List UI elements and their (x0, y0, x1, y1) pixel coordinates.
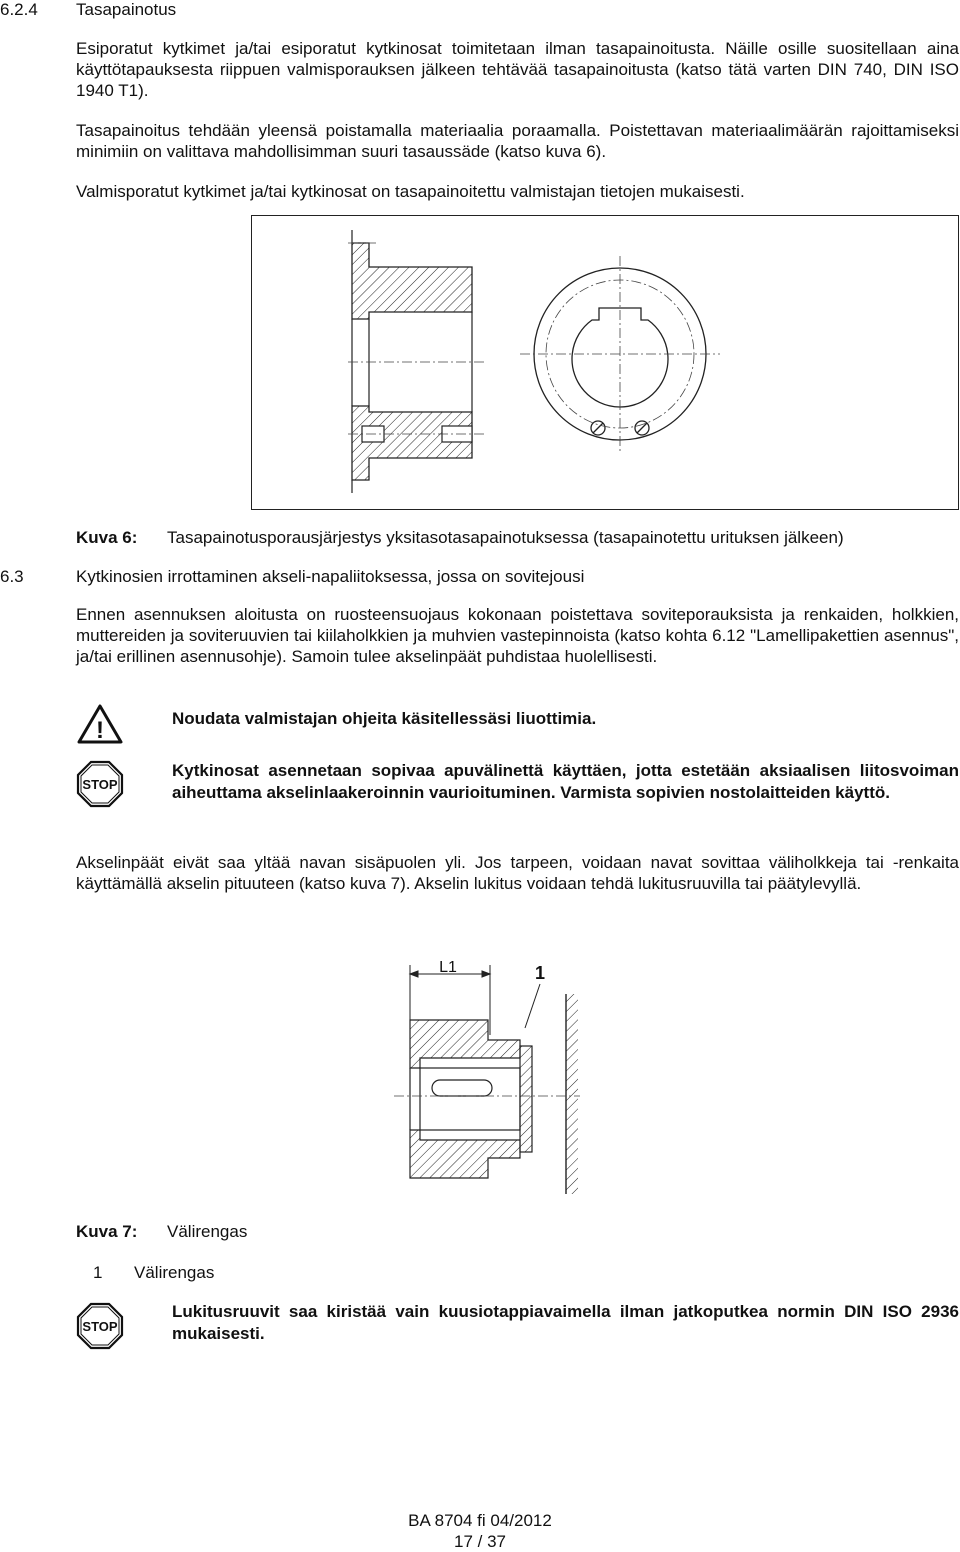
stop-icon (76, 760, 124, 808)
figure-6-label: Kuva 6: (76, 528, 138, 547)
paragraph-balancing-drilling: Tasapainoitus tehdään yleensä poistamalla materiaalia poraamalla. Poistettavan materiaalimäärän rajoittamiseksi minimiin on valittava mahdollisimman suuri tasaussäde (katso kuva 6). (76, 121, 959, 161)
hub-section (352, 243, 472, 480)
figure-6-caption: Tasapainotusporausjärjestys yksitasotasapainotuksessa (tasapainotettu urituksen jälkeen) (167, 528, 844, 547)
warning-mark: ! (96, 717, 104, 744)
section-title-tasapainotus: Tasapainotus (76, 0, 177, 19)
figure-6-drawing (252, 216, 958, 509)
figure-7-label: Kuva 7: (76, 1222, 138, 1241)
section-title-removal: Kytkinosien irrottaminen akseli-napaliitoksessa, jossa on sovitejousi (76, 567, 585, 586)
legend-text: Välirengas (134, 1263, 215, 1282)
section-number-6-2-4: 6.2.4 (0, 0, 38, 19)
section-number-6-3: 6.3 (0, 567, 24, 586)
dimension-l1: L1 (439, 959, 457, 976)
stop-icon-text: STOP (82, 1319, 118, 1334)
paragraph-balancing-finished: Valmisporatut kytkimet ja/tai kytkinosat on tasapainoitettu valmistajan tietojen mukaisesti. (76, 182, 745, 201)
stop-text-locking-screws: Lukitusruuvit saa kiristää vain kuusiotappiavaimella ilman jatkoputkea normin DIN ISO 2936 mukaisesti. (172, 1302, 959, 1343)
paragraph-rust-protection: Ennen asennuksen aloitusta on ruosteensuojaus kokonaan poistettava soviteporauksista ja renkaiden, holkkien, muttereiden ja soviteruuvien tai kiilaholkkien ja muhvien vastepinnoista (katso kohta 6.12 "Lamellipakettien asennus", ja/tai erillinen asennusohje). Samoin tulee akselinpäät puhdistaa huolellisesti. (76, 605, 959, 666)
paragraph-balancing-intro: Esiporatut kytkimet ja/tai esiporatut kytkinosat toimitetaan ilman tasapainoitusta. Näille osille suositellaan aina käyttötapauksesta riippuen valmisporauksen jälkeen tehtävää tasapainoitusta (katso tätä varten DIN 740, DIN ISO 1940 T1). (76, 39, 959, 100)
figure-7-drawing (380, 950, 600, 1200)
legend-number: 1 (93, 1263, 103, 1282)
part-label-1: 1 (534, 963, 546, 983)
figure-7-caption: Välirengas (167, 1222, 248, 1241)
figure-6-frame (251, 215, 959, 510)
footer (380, 1510, 580, 1552)
stop-icon-text: STOP (82, 777, 118, 792)
footer-page-number: 17 / 37 (454, 1532, 506, 1551)
stop-text-mounting: Kytkinosat asennetaan sopivaa apuvälinettä käyttäen, jotta estetään aksiaalisen liitosvoiman aiheuttama akselinlaakeroinnin vaurioituminen. Varmista sopivien nostolaitteiden käyttö. (172, 761, 959, 802)
warning-text: Noudata valmistajan ohjeita käsitellessäsi liuottimia. (172, 709, 597, 728)
warning-icon (76, 703, 124, 745)
stop-icon (76, 1302, 124, 1350)
footer-doc-id: BA 8704 fi 04/2012 (408, 1511, 552, 1530)
paragraph-shaft-ends: Akselinpäät eivät saa yltää navan sisäpuolen yli. Jos tarpeen, voidaan navat sovittaa väliholkkeja tai -renkaita käyttämällä akselin pituuteen (katso kuva 7). Akselin lukitus voidaan tehdä lukitusruuvilla tai päätylevyllä. (76, 853, 959, 893)
